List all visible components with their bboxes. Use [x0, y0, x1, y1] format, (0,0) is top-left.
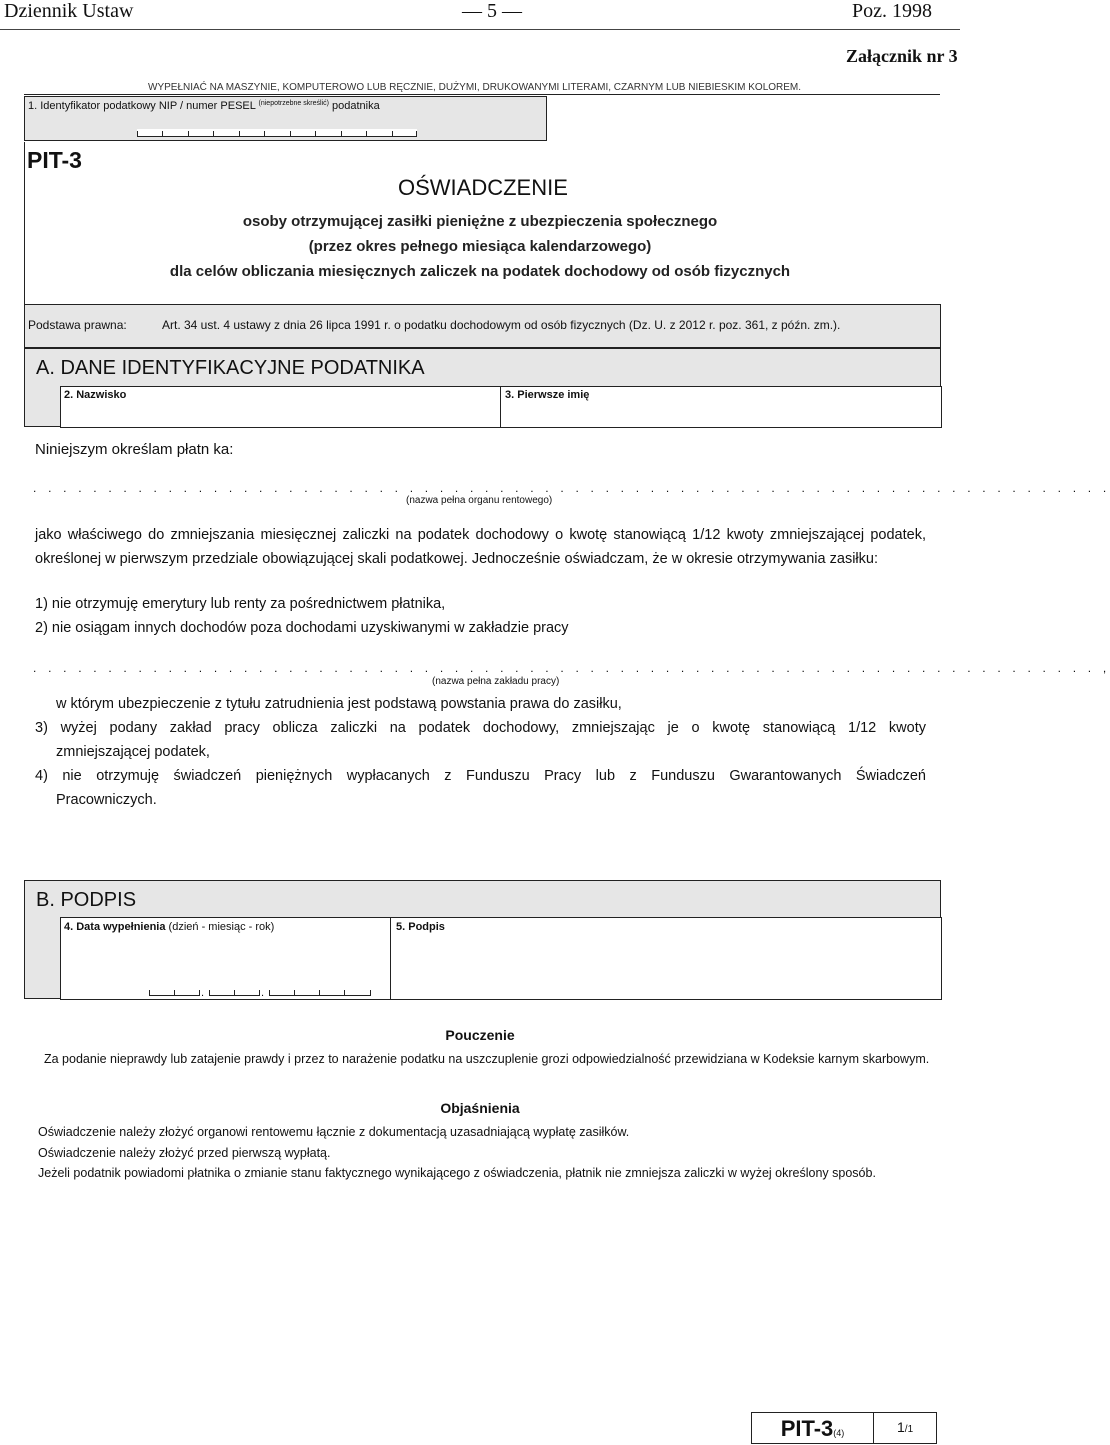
- notice-title: Pouczenie: [445, 1027, 515, 1043]
- workplace-caption: (nazwa pełna zakładu pracy): [432, 676, 560, 687]
- tax-id-field[interactable]: [24, 96, 547, 141]
- first-name-label: 3. Pierwsze imię: [505, 389, 590, 401]
- tax-id-digit-boxes: [137, 129, 417, 137]
- top-rule: [24, 94, 940, 95]
- signature-field[interactable]: [390, 917, 942, 1000]
- first-name-field[interactable]: [500, 386, 942, 428]
- explanations-title: Objaśnienia: [440, 1100, 520, 1116]
- legal-basis-text: Art. 34 ust. 4 ustawy z dnia 26 lipca 1991 r. o podatku dochodowym od osób fizycznych (Dz. U. z 2012 r. poz. 361, z późn. zm.).: [162, 318, 841, 332]
- notice-text: Za podanie nieprawdy lub zatajenie prawdy i przez to narażenie podatku na uszczuplenie grozi odpowiedzialność przewidziana w Kodeksie karnym skarbowym.: [44, 1052, 930, 1066]
- section-b: [24, 880, 941, 999]
- tax-id-label: 1. Identyfikator podatkowy NIP / numer PESEL $^{(niepotrzebne skreślić)}$ podatnika: [28, 100, 380, 112]
- page-number: — 5 —: [462, 0, 522, 22]
- journal-title: Dziennik Ustaw: [4, 0, 134, 22]
- form-subtitle: osoby otrzymującej zasiłki pieniężne z ubezpieczenia społecznego (przez okres pełnego miesiąca kalendarzowego) dla celów obliczania miesięcznych zaliczek na podatek dochodowy od osób fizycznych: [169, 213, 791, 280]
- item-4: 4) nie otrzymuję świadczeń pieniężnych wypłacanych z Funduszu Pracy lub z Funduszu Gwarantowanych Świadczeń: [35, 768, 926, 784]
- explanation-line-2: Oświadczenie należy złożyć przed pierwszą wypłatą.: [38, 1146, 331, 1160]
- item-4-continuation: Pracowniczych.: [56, 792, 157, 808]
- explanation-line-1: Oświadczenie należy złożyć organowi rentowemu łącznie z dokumentacją uzasadniającą wypłatę zasiłków.: [38, 1125, 630, 1139]
- legal-basis-box: [24, 304, 941, 348]
- date-field[interactable]: [60, 917, 391, 1000]
- item-3: 3) wyżej podany zakład pracy oblicza zaliczki na podatek dochodowy, zmniejszając je o kwotę stanowiącą 1/12 kwoty: [35, 720, 926, 736]
- item-2-continuation: w którym ubezpieczenie z tytułu zatrudnienia jest podstawą powstania prawa do zasiłku,: [56, 696, 622, 712]
- date-label: 4. Data wypełnienia (dzień - miesiąc - rok): [64, 921, 275, 933]
- form-title: OŚWIADCZENIE: [398, 175, 568, 200]
- surname-label: 2. Nazwisko: [64, 389, 127, 401]
- statement-paragraph: jako właściwego do zmniejszania miesięcznej zaliczki na podatek dochodowy o kwotę stanowiącą 1/12 kwoty zmniejszającej podatek, określonej w pierwszym przedziale obowiązującej skali podatkowej. Jednocześnie oświadczam, że w okresie otrzymywania zasiłku:: [35, 527, 926, 567]
- item-3-continuation: zmniejszającej podatek,: [56, 744, 210, 760]
- attachment-label: Załącznik nr 3: [846, 46, 958, 66]
- header-divider: [0, 29, 960, 30]
- form-code: PIT-3: [27, 147, 82, 173]
- surname-field[interactable]: [60, 386, 501, 428]
- item-2: 2) nie osiągam innych dochodów poza dochodami uzyskiwanymi w zakładzie pracy: [35, 620, 569, 636]
- legal-basis-label: Podstawa prawna:: [28, 318, 127, 332]
- workplace-dots[interactable]: . . . . . . . . . . . . . . . . . . . . . . . . . . . . . . . . . . . . . . . . . . . . . . . . . . . . . . . . . . . . . . . . . . . . . . . ,: [33, 661, 1110, 675]
- pension-authority-caption: (nazwa pełna organu rentowego): [406, 495, 553, 506]
- section-a: [24, 348, 941, 427]
- section-a-title: A. DANE IDENTYFIKACYJNE PODATNIKA: [36, 357, 425, 379]
- explanation-line-3: Jeżeli podatnik powiadomi płatnika o zmianie stanu faktycznego wynikającego z oświadczenia, płatnik nie zmniejsza zaliczki w wyżej określony sposób.: [38, 1166, 876, 1180]
- date-digit-boxes: . .: [149, 988, 371, 996]
- footer-code-box: [751, 1412, 937, 1444]
- section-b-title: B. PODPIS: [36, 889, 137, 911]
- fill-instruction: WYPEŁNIAĆ NA MASZYNIE, KOMPUTEROWO LUB RĘCZNIE, DUŻYMI, DRUKOWANYMI LITERAMI, CZARNYM LUB NIEBIESKIM KOLOREM.: [148, 82, 802, 93]
- pension-authority-dots[interactable]: . . . . . . . . . . . . . . . . . . . . . . . . . . . . . . . . . . . . . . . . . . . . . . . . . . . . . . . . . . . . . . . . . . . . . . . .: [33, 481, 1110, 495]
- position-number: Poz. 1998: [852, 0, 932, 22]
- signature-label: 5. Podpis: [396, 921, 445, 933]
- item-1: 1) nie otrzymuję emerytury lub renty za pośrednictwem płatnika,: [35, 596, 446, 612]
- payer-intro: Niniejszym określam płatn ka:: [35, 441, 234, 458]
- footer-page: 1/1: [897, 1419, 914, 1435]
- footer-form-code: PIT-3(4): [752, 1413, 874, 1443]
